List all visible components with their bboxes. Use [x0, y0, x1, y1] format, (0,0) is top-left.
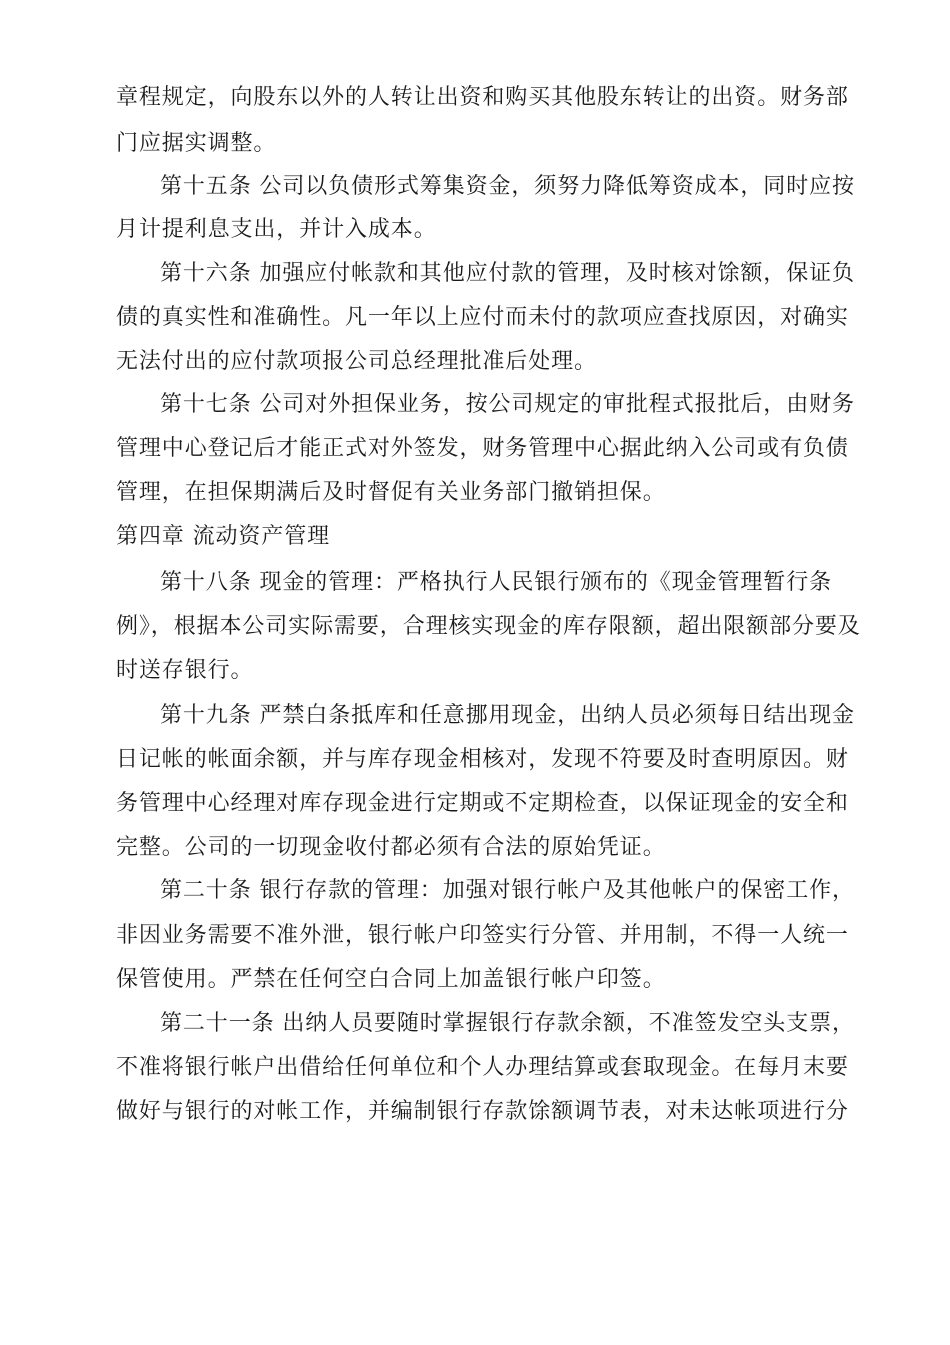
article-15-line: 第十五条 公司以负债形式筹集资金，须努力降低筹资成本，同时应按 [160, 174, 855, 199]
text-line: 门应据实调整。 [116, 131, 277, 156]
article-17-line: 第十七条 公司对外担保业务，按公司规定的审批程式报批后，由财务 [160, 392, 855, 417]
text-line: 完整。公司的一切现金收付都必须有合法的原始凭证。 [116, 835, 666, 860]
text-line: 做好与银行的对帐工作，并编制银行存款馀额调节表，对未达帐项进行分 [116, 1099, 849, 1124]
text-line: 非因业务需要不准外泄，银行帐户印签实行分管、并用制，不得一人统一 [116, 923, 849, 948]
text-line: 章程规定，向股东以外的人转让出资和购买其他股东转让的出资。财务部 [116, 85, 849, 110]
text-line: 例》，根据本公司实际需要，合理核实现金的库存限额，超出限额部分要及 [116, 614, 861, 639]
article-18-line: 第十八条 现金的管理：严格执行人民银行颁布的《现金管理暂行条 [160, 570, 832, 595]
text-line: 不准将银行帐户出借给任何单位和个人办理结算或套取现金。在每月末要 [116, 1055, 849, 1080]
text-line: 时送存银行。 [116, 658, 254, 683]
text-line: 无法付出的应付款项报公司总经理批准后处理。 [116, 349, 597, 374]
article-21-line: 第二十一条 出纳人员要随时掌握银行存款余额，不准签发空头支票， [160, 1011, 855, 1036]
text-line: 债的真实性和准确性。凡一年以上应付而未付的款项应查找原因，对确实 [116, 305, 849, 330]
text-line: 日记帐的帐面余额，并与库存现金相核对，发现不符要及时查明原因。财 [116, 747, 849, 772]
chapter-heading: 第四章 流动资产管理 [116, 524, 330, 549]
text-line: 管理中心登记后才能正式对外签发，财务管理中心据此纳入公司或有负债 [116, 436, 849, 461]
text-line: 保管使用。严禁在任何空白合同上加盖银行帐户印签。 [116, 967, 666, 992]
article-19-line: 第十九条 严禁白条抵库和任意挪用现金，出纳人员必须每日结出现金 [160, 703, 855, 728]
article-16-line: 第十六条 加强应付帐款和其他应付款的管理，及时核对馀额，保证负 [160, 261, 855, 286]
text-line: 月计提利息支出，并计入成本。 [116, 217, 437, 242]
article-20-line: 第二十条 银行存款的管理：加强对银行帐户及其他帐户的保密工作， [160, 878, 855, 903]
text-line: 管理，在担保期满后及时督促有关业务部门撤销担保。 [116, 480, 666, 505]
text-line: 务管理中心经理对库存现金进行定期或不定期检查，以保证现金的安全和 [116, 791, 849, 816]
